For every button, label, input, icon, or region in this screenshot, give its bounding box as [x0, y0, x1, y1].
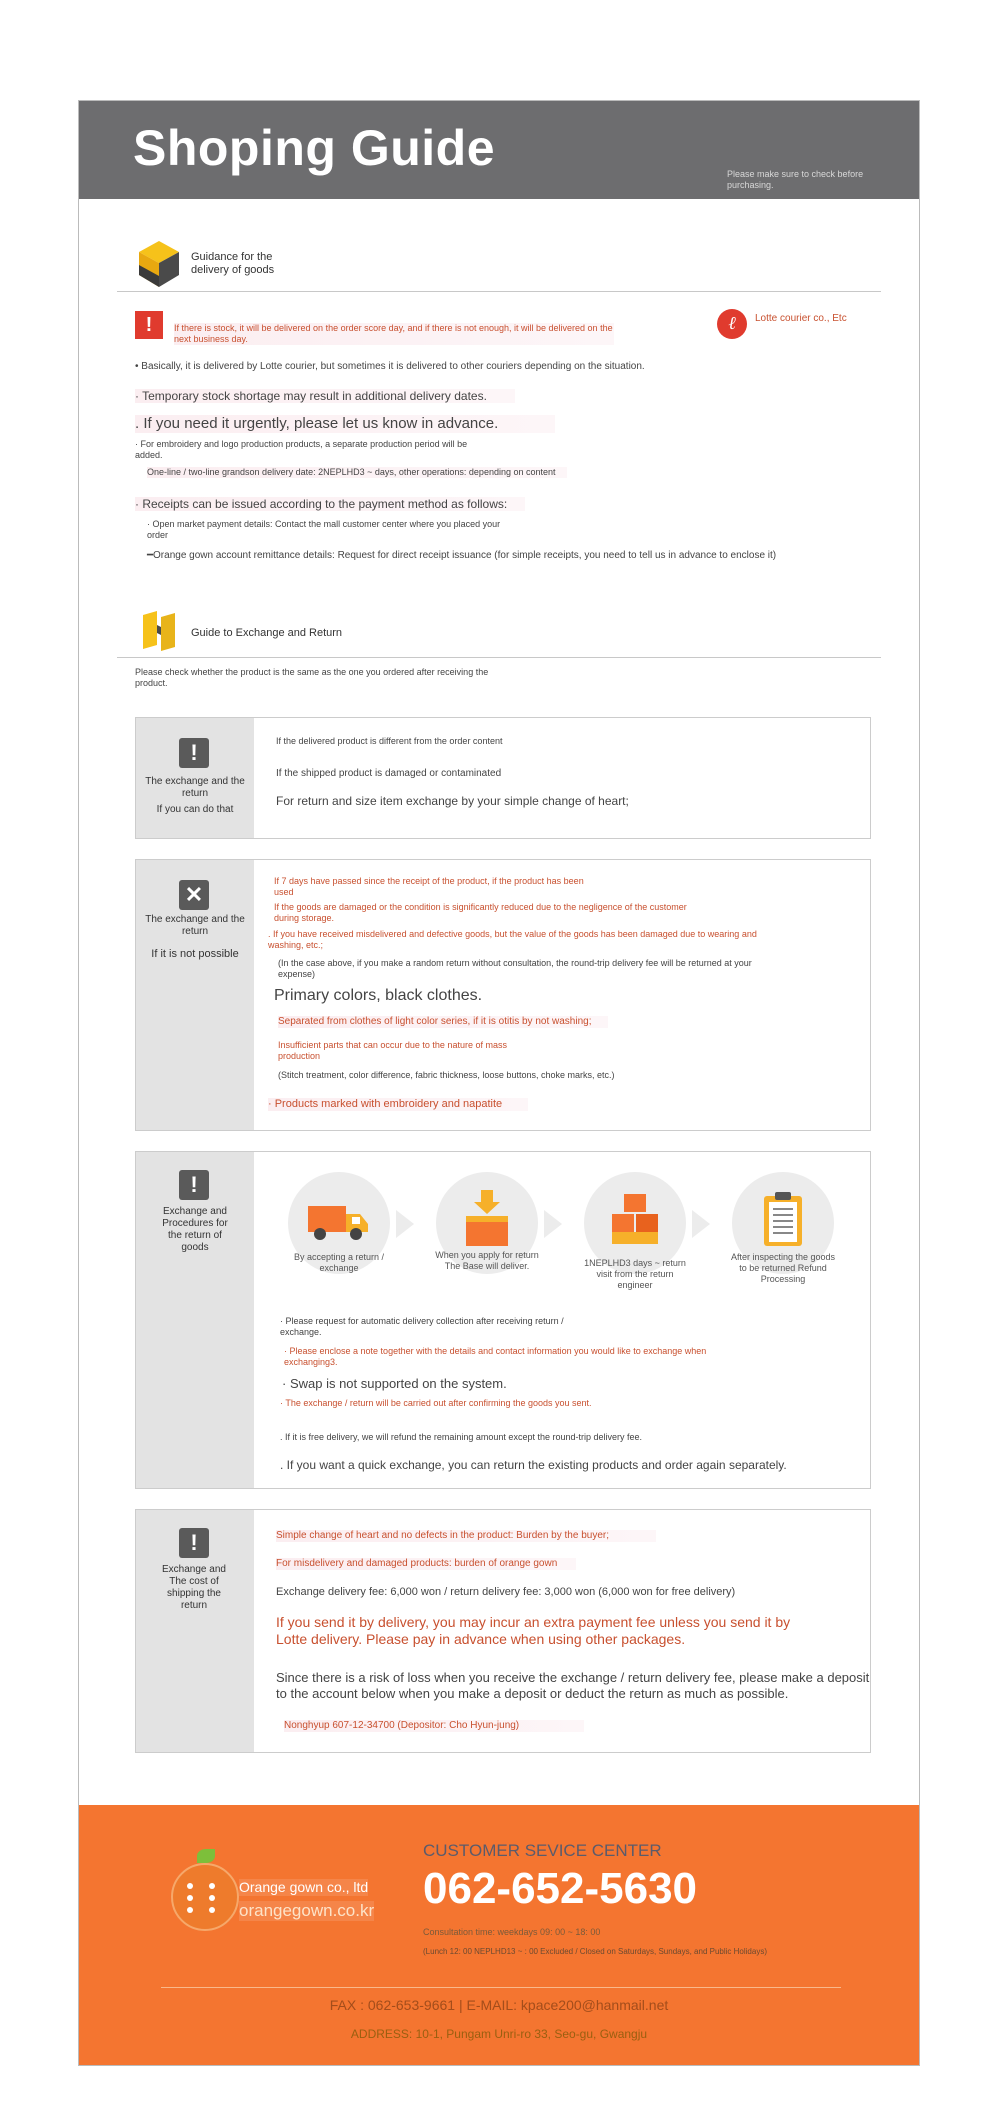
step-arrow [396, 1210, 414, 1238]
list-item: (Stitch treatment, color difference, fabric thickness, loose buttons, choke marks, etc.) [278, 1070, 615, 1080]
footer-address: ADDRESS: 10-1, Pungam Unri-ro 33, Seo-gu, Gwangju [350, 2027, 648, 2041]
list-item: · Products marked with embroidery and napatite [268, 1098, 528, 1111]
step-arrow [692, 1210, 710, 1238]
courier-name: Lotte courier co., Etc [755, 313, 847, 324]
exchange-section-header [139, 611, 343, 661]
consult-hours-detail: (Lunch 12: 00 NEPLHD13 ~ : 00 Excluded / Closed on Saturdays, Sundays, and Public Holidays) [423, 1947, 767, 1956]
close-icon: ✕ [179, 880, 209, 910]
truck-icon [308, 1202, 370, 1242]
list-item: Separated from clothes of light color series, if it is otitis by not washing; [278, 1016, 608, 1028]
cost-item: For misdelivery and damaged products: burden of orange gown [276, 1558, 576, 1570]
header-note: Please make sure to check before purchasing. [727, 169, 864, 190]
delivery-line: One-line / two-line grandson delivery date: 2NEPLHD3 ~ days, other operations: depending on content [147, 467, 567, 478]
list-item: If 7 days have passed since the receipt of the product, if the product has been used [274, 876, 584, 897]
footer-contact: FAX : 062-653-9661 | E-MAIL: kpace200@hanmail.net [329, 1997, 669, 2013]
list-item: For return and size item exchange by your simple change of heart; [276, 794, 629, 808]
company-name: Orange gown co., ltd [239, 1879, 369, 1895]
cost-item: Simple change of heart and no defects in the product: Burden by the buyer; [276, 1530, 656, 1542]
step-arrow [544, 1210, 562, 1238]
bank-account: Nonghyup 607-12-34700 (Depositor: Cho Hyun-jung) [284, 1720, 584, 1732]
exclamation-icon: ! [179, 738, 209, 768]
exchange-heading: Guide to Exchange and Return [191, 627, 343, 639]
lotte-logo-icon: ℓ [717, 309, 747, 339]
delivery-line: • Basically, it is delivered by Lotte courier, but sometimes it is delivered to other couriers depending on the situation. [135, 361, 645, 372]
exchange-possible-box [135, 717, 871, 839]
cost-item: Exchange delivery fee: 6,000 won / return delivery fee: 3,000 won (6,000 won for free delivery) [276, 1586, 736, 1598]
exchange-impossible-box [135, 859, 871, 1131]
box-label: If you can do that [156, 804, 234, 815]
box-label: Exchange and Procedures for the return of goods [162, 1206, 228, 1253]
box-down-icon [462, 1190, 512, 1248]
delivery-line: ━Orange gown account remittance details: Request for direct receipt issuance (for simple receipts, you need to tell us in advance to enclose it) [147, 550, 777, 561]
list-item: Insufficient parts that can occur due to the nature of mass production [278, 1040, 507, 1061]
list-item: . If you have received misdelivered and defective goods, but the value of the goods has been damaged due to wearing and washing, etc.; [268, 929, 757, 950]
procedure-note: . If it is free delivery, we will refund the remaining amount except the round-trip delivery fee. [280, 1432, 643, 1442]
service-center-label: CUSTOMER SEVICE CENTER [423, 1841, 662, 1860]
cost-item: If you send it by delivery, you may incur an extra payment fee unless you send it by Lotte delivery. Please pay in advance when using other packages. [276, 1614, 791, 1647]
consult-hours: Consultation time: weekdays 09: 00 ~ 18: 00 [423, 1927, 601, 1937]
delivery-line: · Receipts can be issued according to the payment method as follows: [135, 497, 525, 511]
procedure-note: · Please request for automatic delivery collection after receiving return / exchange. [280, 1316, 564, 1337]
exchange-procedure-box [135, 1151, 871, 1489]
company-site[interactable]: orangegown.co.kr [239, 1901, 375, 1920]
box-label: The exchange and the return [145, 914, 245, 937]
list-item: If the goods are damaged or the condition is significantly reduced due to the negligence of the customer during storage. [274, 902, 687, 923]
footer [79, 1805, 919, 2065]
clipboard-icon [762, 1190, 804, 1248]
divider [117, 291, 881, 292]
delivery-alert: If there is stock, it will be delivered on the order score day, and if there is not enough, it will be delivered on the next business day. [174, 323, 613, 344]
exclamation-icon: ! [179, 1528, 209, 1558]
procedure-note: · The exchange / return will be carried out after confirming the goods you sent. [280, 1398, 592, 1408]
procedure-note: · Please enclose a note together with the details and contact information you would like to exchange when exchanging3. [284, 1346, 707, 1367]
leaf-icon [197, 1849, 215, 1863]
delivery-heading: Guidance for the delivery of goods [191, 251, 275, 276]
header-banner [79, 101, 919, 199]
step-label: 1NEPLHD3 days ~ return visit from the return engineer [584, 1258, 686, 1290]
alert-icon: ! [135, 311, 163, 339]
cost-item: Since there is a risk of loss when you receive the exchange / return delivery fee, please make a deposit to the account below when you make a deposit or deduct the return as much as possible. [276, 1670, 870, 1701]
list-item: If the shipped product is damaged or contaminated [276, 768, 502, 779]
footer-divider [161, 1987, 841, 1988]
exclamation-icon: ! [179, 1170, 209, 1200]
step-label: After inspecting the goods to be returned Refund Processing [730, 1252, 836, 1284]
exchange-intro: Please check whether the product is the same as the one you ordered after receiving the product. [135, 667, 489, 688]
service-phone: 062-652-5630 [423, 1864, 698, 1913]
list-item: Primary colors, black clothes. [274, 987, 483, 1004]
delivery-line: · For embroidery and logo production products, a separate production period will be added. [135, 439, 468, 460]
box-label-panel [136, 1152, 254, 1488]
boxes-icon [608, 1192, 662, 1246]
list-item: (In the case above, if you make a random return without consultation, the round-trip delivery fee will be returned at your expense) [278, 958, 752, 979]
box-label-panel [136, 1510, 254, 1752]
page-title: Shoping Guide [133, 120, 496, 176]
box-label: If it is not possible [151, 948, 239, 960]
delivery-section-header [139, 241, 275, 291]
delivery-line-urgent: . If you need it urgently, please let us know in advance. [135, 415, 555, 433]
divider [117, 657, 881, 658]
exchange-cost-box [135, 1509, 871, 1753]
delivery-line: · Temporary stock shortage may result in additional delivery dates. [135, 389, 515, 403]
step-label: By accepting a return / exchange [293, 1252, 385, 1273]
list-item: If the delivered product is different from the order content [276, 736, 503, 746]
procedure-note: . If you want a quick exchange, you can return the existing products and order again separately. [280, 1458, 787, 1472]
box-label: Exchange and The cost of shipping the return [162, 1564, 226, 1611]
box-label-panel [136, 718, 254, 838]
box-label: The exchange and the return [145, 776, 245, 799]
orange-logo-icon [171, 1863, 239, 1931]
box-label-panel [136, 860, 254, 1130]
step-label: When you apply for return The Base will deliver. [435, 1250, 539, 1271]
cube-icon [139, 241, 179, 287]
procedure-note: · Swap is not supported on the system. [282, 1376, 507, 1391]
shopping-guide [78, 100, 920, 2066]
delivery-line: · Open market payment details: Contact the mall customer center where you placed your order [147, 519, 501, 540]
exchange-icon [139, 611, 179, 651]
